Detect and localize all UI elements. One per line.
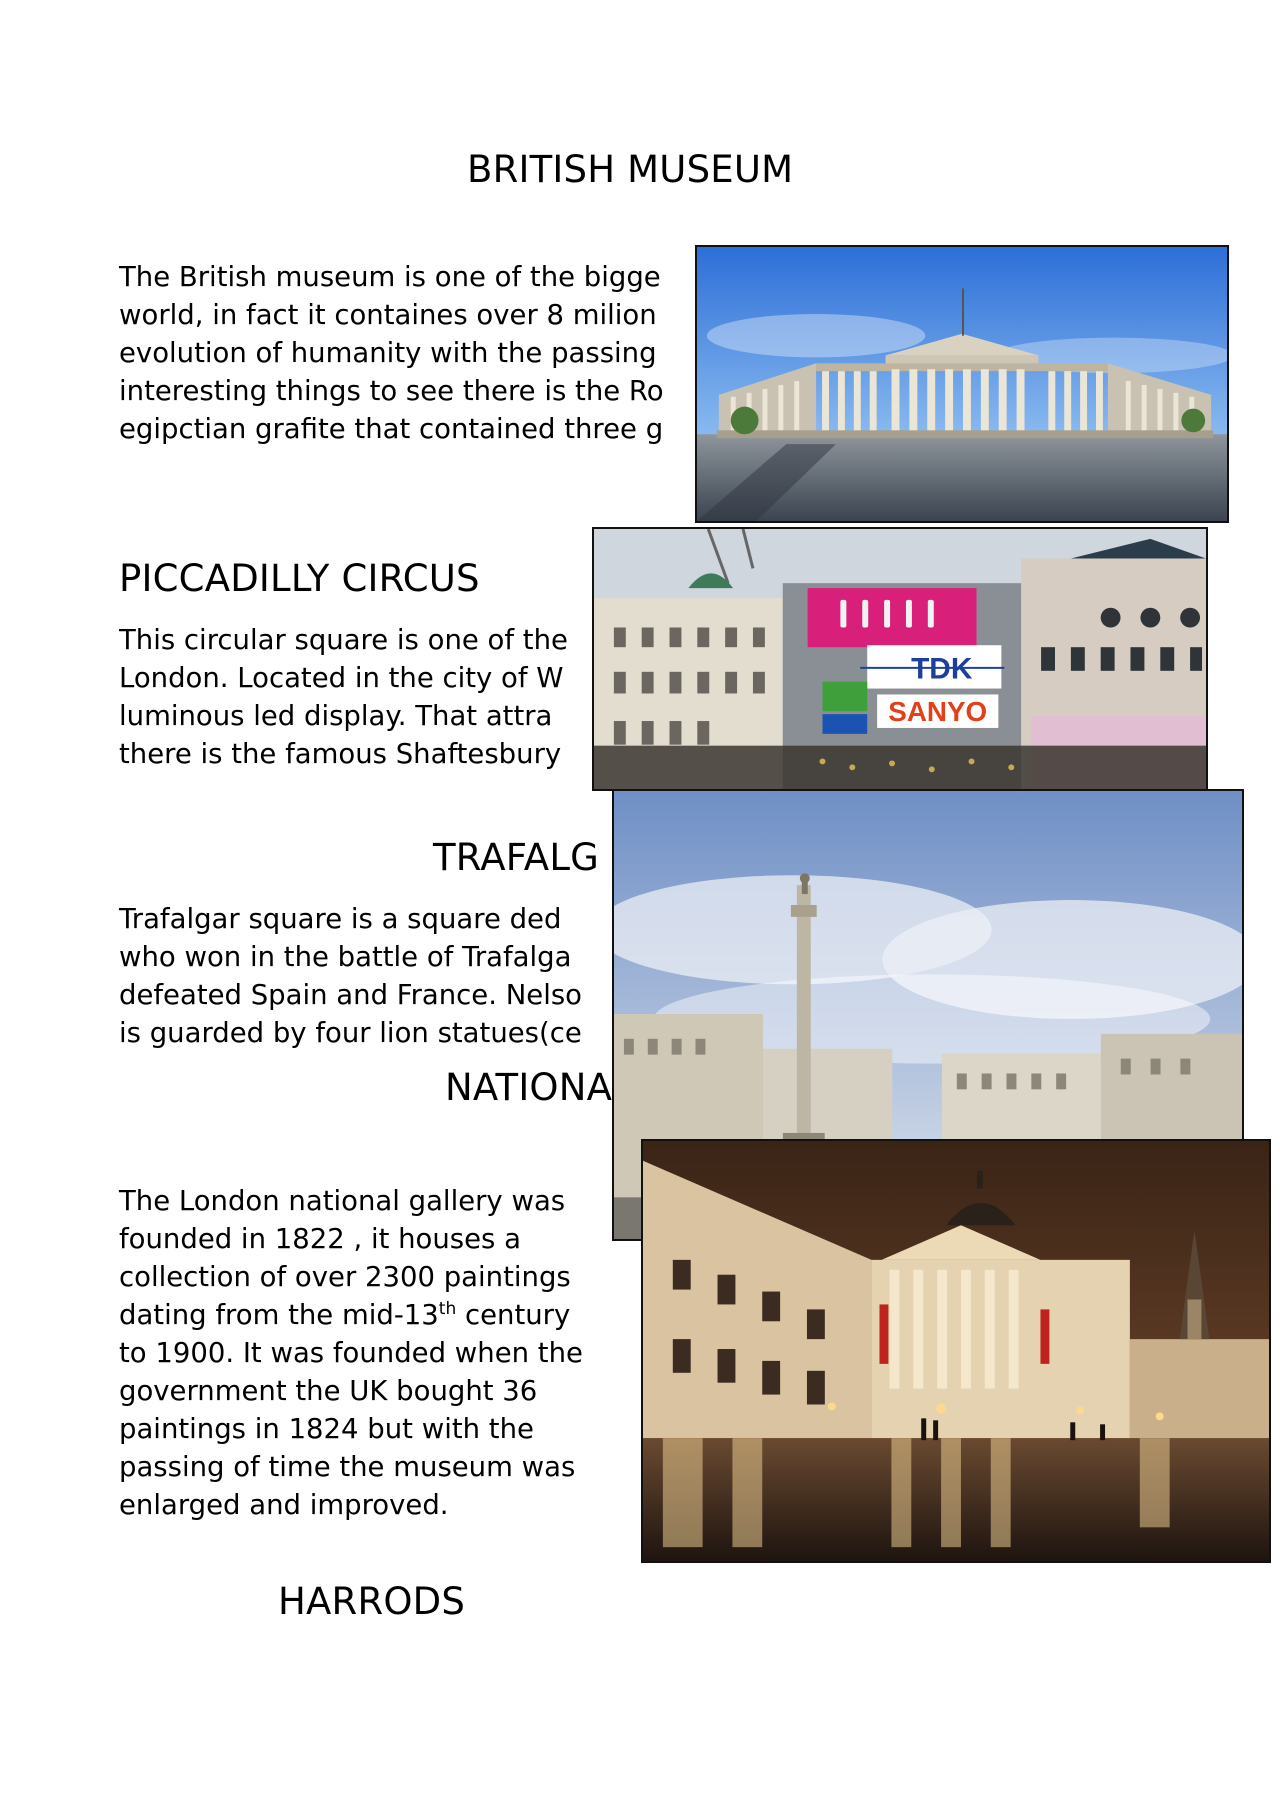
piccadilly-paragraph [119, 621, 568, 773]
harrods-heading: HARRODS [278, 1580, 466, 1623]
paragraph-line: egipctian grafite that contained three g [119, 413, 664, 445]
paragraph-line: there is the famous Shaftesbury [119, 738, 562, 770]
paragraph-line: evolution of humanity with the passing [119, 337, 657, 369]
paragraph-line: world, in fact it containes over 8 milion [119, 299, 657, 331]
piccadilly-heading: PICCADILLY CIRCUS [119, 557, 480, 600]
line-text: dating from the mid-13 [119, 1299, 439, 1331]
national-gallery-paragraph [119, 1182, 583, 1524]
paragraph-line: passing of time the museum was [119, 1451, 576, 1483]
trafalgar-heading: TRAFALG [433, 836, 600, 879]
paragraph-line: Trafalgar square is a square ded [119, 903, 562, 935]
paragraph-line: paintings in 1824 but with the [119, 1413, 534, 1445]
paragraph-line: The London national gallery was [119, 1185, 566, 1217]
paragraph-line: is guarded by four lion statues(ce [119, 1017, 582, 1049]
paragraph-line: who won in the battle of Trafalga [119, 941, 572, 973]
paragraph-line: This circular square is one of the [119, 624, 568, 656]
paragraph-line: founded in 1822 , it houses a [119, 1223, 521, 1255]
piccadilly-photo [592, 527, 1208, 791]
british-museum-paragraph [119, 258, 664, 448]
paragraph-line: collection of over 2300 paintings [119, 1261, 571, 1293]
paragraph-line: The British museum is one of the bigge [119, 261, 661, 293]
national-gallery-heading: NATIONA [445, 1066, 613, 1109]
paragraph-line: luminous led display. That attra [119, 700, 553, 732]
line-text: century [456, 1299, 571, 1331]
paragraph-line: government the UK bought 36 [119, 1375, 538, 1407]
paragraph-line: to 1900. It was founded when the [119, 1337, 583, 1369]
british-museum-heading: BRITISH MUSEUM [467, 148, 794, 191]
paragraph-line: interesting things to see there is the Ro [119, 375, 664, 407]
paragraph-line: London. Located in the city of W [119, 662, 564, 694]
trafalgar-paragraph [119, 900, 582, 1052]
national-gallery-photo [641, 1139, 1271, 1563]
paragraph-line [119, 1296, 583, 1334]
british-museum-photo [695, 245, 1229, 523]
ordinal-suffix: th [438, 1299, 457, 1319]
paragraph-line: defeated Spain and France. Nelso [119, 979, 582, 1011]
tdk-sign: TDK [911, 652, 973, 686]
sanyo-sign: SANYO [888, 696, 988, 728]
paragraph-line: enlarged and improved. [119, 1489, 449, 1521]
